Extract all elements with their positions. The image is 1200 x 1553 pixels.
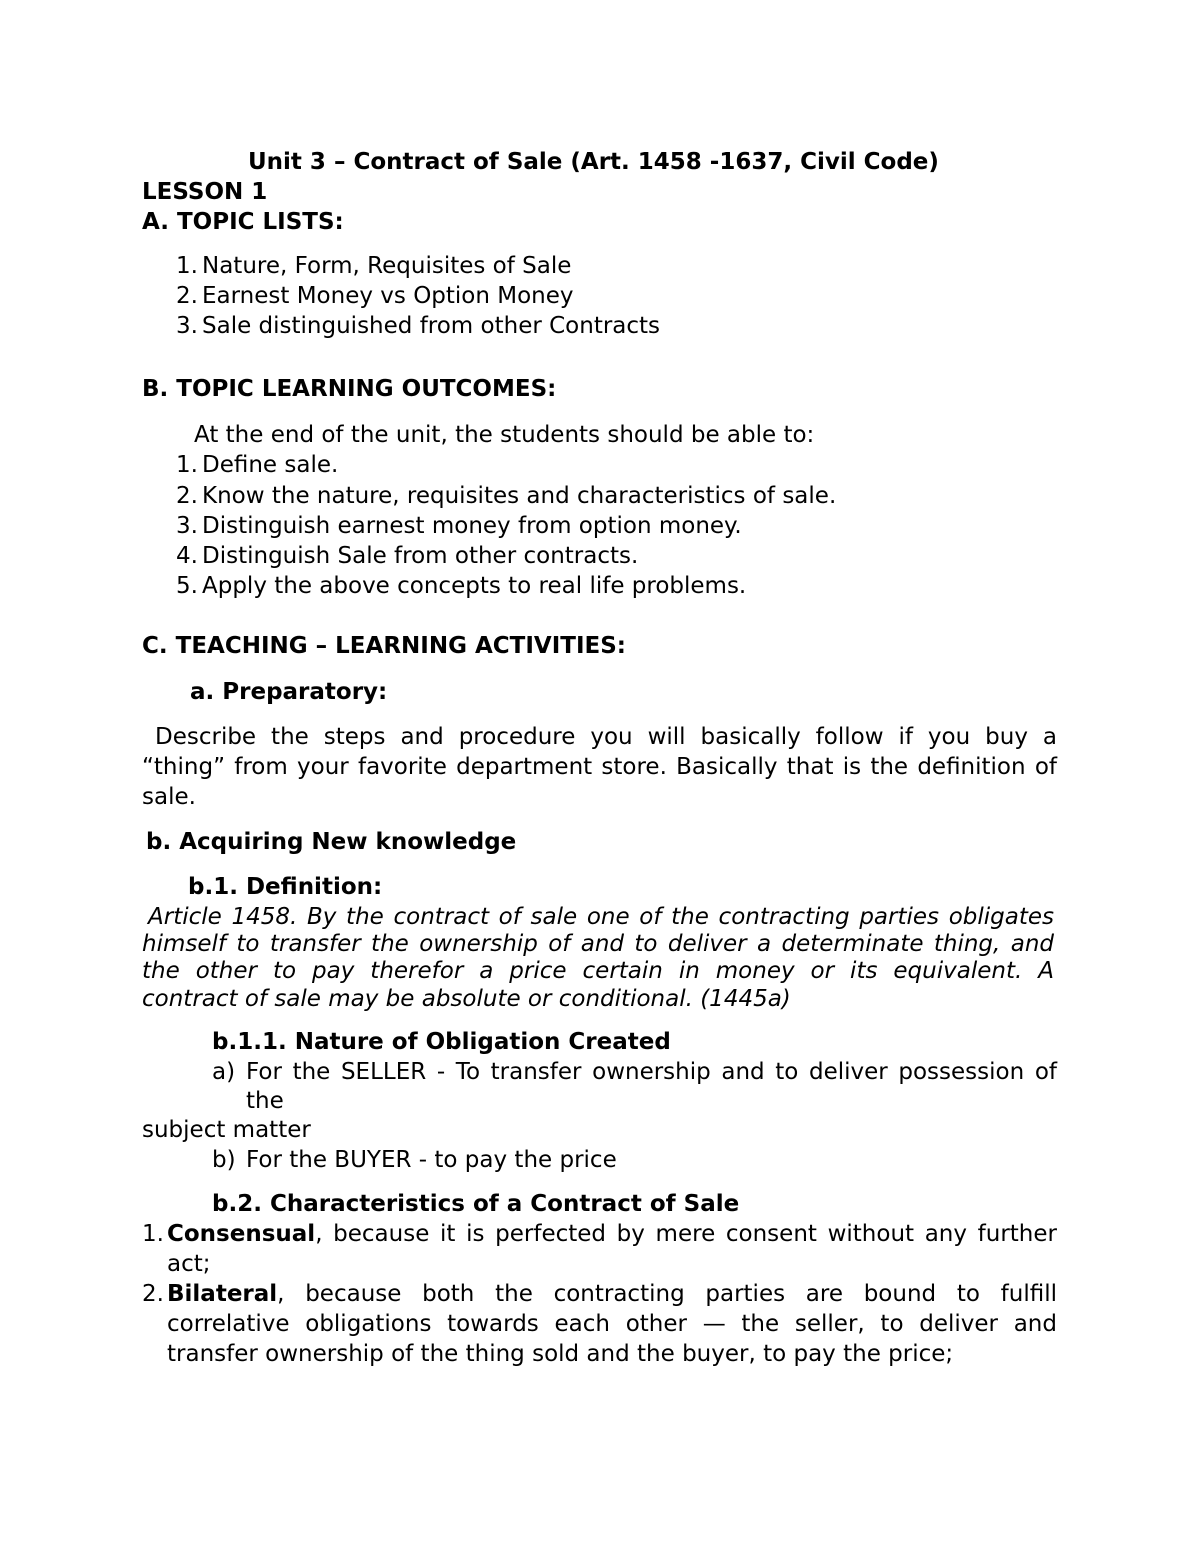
- characteristic-text: transfer ownership of the thing sold and the buyer, to pay the price;: [167, 1341, 954, 1367]
- list-item-number: 2.: [176, 283, 198, 309]
- characteristic-text: correlative obligations towards each other — the seller, to deliver and: [167, 1311, 1057, 1337]
- article-text-line: contract of sale may be absolute or conditional. (1445a): [142, 986, 791, 1012]
- lesson-label: LESSON 1: [142, 179, 268, 205]
- characteristic-text: , because it is perfected by mere consent without any further: [315, 1221, 1057, 1247]
- list-item: Distinguish Sale from other contracts.: [202, 543, 639, 569]
- characteristic-text: , because both the contracting parties are bound to fulfill: [277, 1281, 1057, 1307]
- characteristic-text: act;: [167, 1251, 211, 1277]
- characteristic-item: [167, 1219, 1057, 1249]
- preparatory-paragraph-line: “thing” from your favorite department store. Basically that is the definition of: [142, 754, 1057, 780]
- list-item-number: 1.: [176, 452, 198, 478]
- article-text-line: Article 1458. By the contract of sale one of the contracting parties obligates: [148, 904, 1054, 930]
- characteristic-item: [167, 1279, 1057, 1309]
- buyer-obligation: For the BUYER - to pay the price: [246, 1147, 617, 1173]
- list-item-number: 1.: [176, 253, 198, 279]
- list-item-label: b): [212, 1147, 236, 1173]
- article-text-line: himself to transfer the ownership of and to deliver a determinate thing, and: [142, 931, 1054, 957]
- nature-heading: b.1.1. Nature of Obligation Created: [212, 1029, 671, 1055]
- list-item: Distinguish earnest money from option money.: [202, 513, 742, 539]
- seller-obligation-line: the: [246, 1088, 284, 1114]
- characteristic-term: Consensual: [167, 1221, 316, 1247]
- characteristics-heading: b.2. Characteristics of a Contract of Sale: [212, 1191, 740, 1217]
- list-item: Nature, Form, Requisites of Sale: [202, 253, 572, 279]
- article-text-line: the other to pay therefor a price certain in money or its equivalent. A: [142, 958, 1054, 984]
- list-item: Earnest Money vs Option Money: [202, 283, 574, 309]
- document-title: Unit 3 – Contract of Sale (Art. 1458 -1637, Civil Code): [248, 149, 939, 175]
- list-item-number: 4.: [176, 543, 198, 569]
- list-item-number: 5.: [176, 573, 198, 599]
- seller-obligation-line: subject matter: [142, 1117, 311, 1143]
- section-a-heading: A. TOPIC LISTS:: [142, 209, 344, 235]
- list-item-number: 2.: [176, 483, 198, 509]
- list-item-number: 2.: [142, 1281, 164, 1307]
- preparatory-heading: a. Preparatory:: [190, 679, 388, 705]
- seller-obligation-line: For the SELLER - To transfer ownership and to deliver possession of: [246, 1059, 1057, 1085]
- list-item-number: 1.: [142, 1221, 164, 1247]
- list-item: Define sale.: [202, 452, 339, 478]
- preparatory-paragraph-line: sale.: [142, 784, 196, 810]
- outcomes-intro: At the end of the unit, the students should be able to:: [194, 422, 815, 448]
- list-item-label: a): [212, 1059, 236, 1085]
- list-item: Sale distinguished from other Contracts: [202, 313, 661, 339]
- characteristic-term: Bilateral: [167, 1281, 278, 1307]
- definition-heading: b.1. Definition:: [188, 874, 383, 900]
- preparatory-paragraph-line: Describe the steps and procedure you will basically follow if you buy a: [155, 724, 1057, 750]
- acquiring-heading: b. Acquiring New knowledge: [146, 829, 517, 855]
- list-item-number: 3.: [176, 513, 198, 539]
- section-b-heading: B. TOPIC LEARNING OUTCOMES:: [142, 376, 557, 402]
- section-c-heading: C. TEACHING – LEARNING ACTIVITIES:: [142, 633, 626, 659]
- list-item: Apply the above concepts to real life problems.: [202, 573, 747, 599]
- list-item: Know the nature, requisites and characteristics of sale.: [202, 483, 837, 509]
- list-item-number: 3.: [176, 313, 198, 339]
